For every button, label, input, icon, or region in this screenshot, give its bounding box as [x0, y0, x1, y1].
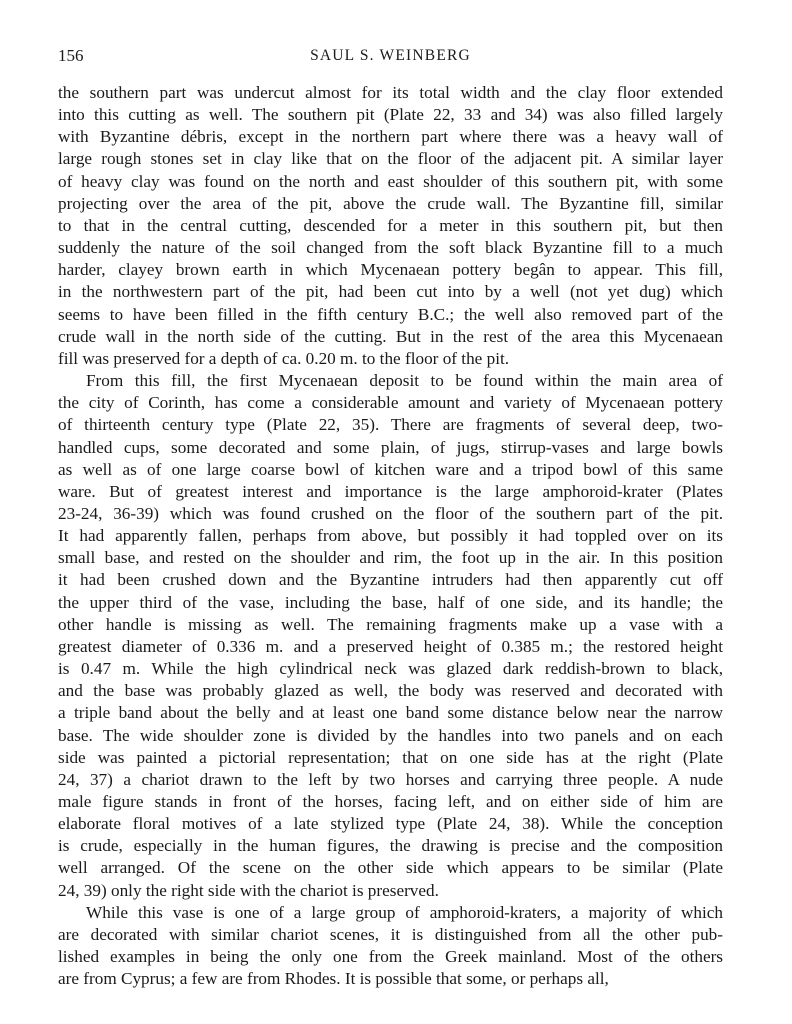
- text-line: fill was preserved for a depth of ca. 0.20 m. to the floor of the pit.: [58, 348, 510, 368]
- text-line: elaborate floral motives of a late stylized type (Plate 24, 38). While the conception: [58, 814, 723, 834]
- text-line: and the base was probably glazed as well, the body was reserved and decorated with: [58, 681, 723, 701]
- body-text: [58, 82, 723, 990]
- text-line: the southern part was undercut almost for its total width and the clay floor extended: [58, 83, 723, 102]
- text-line: suddenly the nature of the soil changed from the soft black Byzantine fill to a much: [58, 238, 723, 258]
- text-line: side was painted a pictorial representation; that on one side has at the right (Plate: [58, 747, 723, 767]
- text-line: From this fill, the first Mycenaean deposit to be found within the main area of: [86, 371, 723, 391]
- text-line: handled cups, some decorated and some plain, of jugs, stirrup-vases and large bowls: [58, 437, 723, 457]
- text-line: as well as of one large coarse bowl of kitchen ware and a tripod bowl of this same: [58, 459, 723, 479]
- text-line: 24, 39) only the right side with the chariot is preserved.: [58, 880, 439, 900]
- text-line: 23-24, 36-39) which was found crushed on the floor of the southern part of the pit.: [58, 503, 723, 523]
- running-head: [58, 46, 723, 70]
- text-line: crude wall in the north side of the cutting. But in the rest of the area this Mycenaean: [58, 326, 723, 346]
- text-line: is crude, especially in the human figures, the drawing is precise and the composition: [58, 836, 723, 856]
- text-line: in the northwestern part of the pit, had been cut into by a well (not yet dug) which: [58, 282, 723, 302]
- text-line: small base, and rested on the shoulder and rim, the foot up in the air. In this position: [58, 548, 723, 568]
- text-line: to that in the central cutting, descended for a meter in this southern pit, but then: [58, 215, 723, 235]
- text-line: ware. But of greatest interest and importance is the large amphoroid-krater (Plates: [58, 481, 723, 501]
- text-line: base. The wide shoulder zone is divided by the handles into two panels and on each: [58, 725, 723, 745]
- text-line: is 0.47 m. While the high cylindrical neck was glazed dark reddish-brown to black,: [58, 659, 723, 679]
- text-line: While this vase is one of a large group of amphoroid-kraters, a majority of which: [86, 902, 723, 922]
- text-line: well arranged. Of the scene on the other side which appears to be similar (Plate: [58, 858, 723, 878]
- text-line: with Byzantine débris, except in the northern part where there was a heavy wall of: [58, 127, 723, 147]
- text-line: of thirteenth century type (Plate 22, 35). There are fragments of several deep, two-: [58, 415, 723, 435]
- text-line: into this cutting as well. The southern pit (Plate 22, 33 and 34) was also filled largely: [58, 105, 723, 125]
- text-line: are from Cyprus; a few are from Rhodes. It is possible that some, or perhaps all,: [58, 969, 609, 989]
- text-line: the upper third of the vase, including the base, half of one side, and its handle; the: [58, 592, 723, 612]
- paragraph: [58, 82, 723, 370]
- paragraph: [58, 902, 723, 991]
- text-line: the city of Corinth, has come a considerable amount and variety of Mycenaean pottery: [58, 393, 723, 413]
- running-title: SAUL S. WEINBERG: [310, 47, 471, 64]
- text-line: harder, clayey brown earth in which Mycenaean pottery begân to appear. This fill,: [58, 260, 723, 280]
- paragraph: [58, 370, 723, 902]
- text-line: male figure stands in front of the horses, facing left, and on either side of him are: [58, 792, 723, 811]
- text-line: greatest diameter of 0.336 m. and a preserved height of 0.385 m.; the restored height: [58, 636, 723, 656]
- text-line: other handle is missing as well. The remaining fragments make up a vase with a: [58, 614, 723, 634]
- text-line: a triple band about the belly and at least one band some distance below near the narrow: [58, 703, 723, 723]
- text-line: projecting over the area of the pit, above the crude wall. The Byzantine fill, similar: [58, 193, 723, 213]
- text-line: of heavy clay was found on the north and east shoulder of this southern pit, with some: [58, 171, 723, 191]
- text-line: it had been crushed down and the Byzantine intruders had then apparently cut off: [58, 570, 723, 590]
- text-line: lished examples in being the only one from the Greek mainland. Most of the others: [58, 947, 723, 967]
- text-line: large rough stones set in clay like that on the floor of the adjacent pit. A similar layer: [58, 149, 723, 169]
- text-line: seems to have been filled in the fifth century B.C.; the well also removed part of the: [58, 304, 723, 324]
- text-line: are decorated with similar chariot scenes, it is distinguished from all the other pub-: [58, 924, 723, 944]
- page-number: 156: [58, 46, 84, 65]
- text-line: 24, 37) a chariot drawn to the left by two horses and carrying three people. A nude: [58, 769, 723, 789]
- text-line: It had apparently fallen, perhaps from above, but possibly it had toppled over on its: [58, 526, 723, 546]
